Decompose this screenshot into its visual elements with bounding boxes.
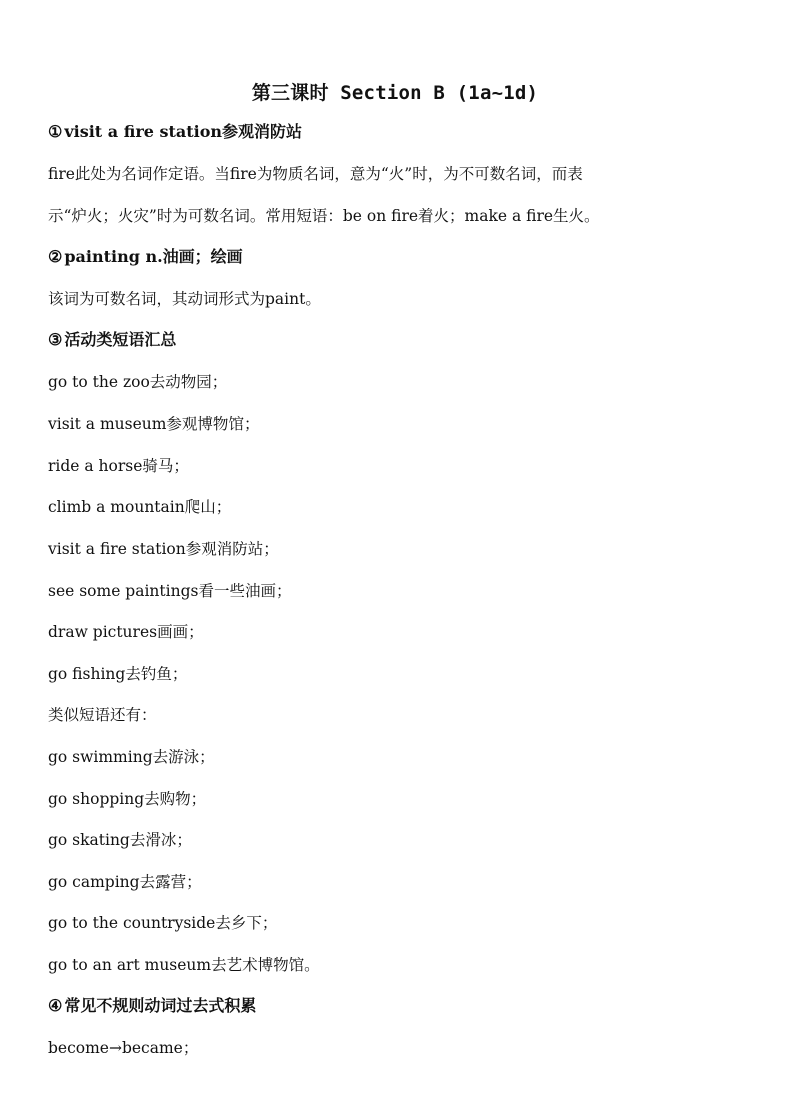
- section-1-number: ①: [48, 122, 63, 141]
- verb-item: become→became；: [48, 1039, 199, 1057]
- phrase-item: go to the countryside去乡下；: [48, 914, 278, 932]
- phrase-item: climb a mountain爬山；: [48, 498, 232, 516]
- phrase-item: go shopping去购物；: [48, 790, 207, 808]
- phrase-item: see some paintings看一些油画；: [48, 582, 292, 600]
- phrase-item: ride a horse骑马；: [48, 457, 189, 475]
- section-2-heading: [48, 246, 748, 268]
- section-2-para: 该词为可数名词，其动词形式为paint。: [48, 290, 321, 308]
- phrase-item: go to the zoo去动物园；: [48, 373, 228, 391]
- section-2-number: ②: [48, 247, 63, 266]
- section-1-para-line-1: fire此处为名词作定语。当fire为物质名词，意为“火”时，为不可数名词，而表: [48, 165, 583, 183]
- section-3-number: ③: [48, 330, 63, 349]
- phrase-item: visit a fire station参观消防站；: [48, 540, 279, 558]
- similar-phrases-label: 类似短语还有：: [48, 706, 157, 724]
- section-4-heading: [48, 995, 748, 1017]
- section-4-title: 常见不规则动词过去式积累: [64, 996, 257, 1015]
- section-1-heading: [48, 121, 748, 143]
- section-3-title: 活动类短语汇总: [64, 330, 177, 349]
- phrase-item: go camping去露营；: [48, 873, 202, 891]
- section-1-para-line-2: 示“炉火；火灾”时为可数名词。常用短语：be on fire着火；make a fire生火。: [48, 207, 600, 225]
- phrase-item: go swimming去游泳；: [48, 748, 215, 766]
- section-3-heading: [48, 329, 748, 351]
- section-2-title: painting n.油画；绘画: [64, 247, 243, 266]
- section-1-title: visit a fire station参观消防站: [64, 122, 303, 141]
- phrase-item: go skating去滑冰；: [48, 831, 192, 849]
- section-4-number: ④: [48, 996, 63, 1015]
- phrase-item: go to an art museum去艺术博物馆。: [48, 956, 320, 974]
- page-title: 第三课时 Section B (1a~1d): [251, 82, 539, 104]
- phrase-item: go fishing去钓鱼；: [48, 665, 188, 683]
- phrase-item: draw pictures画画；: [48, 623, 204, 641]
- phrase-item: visit a museum参观博物馆；: [48, 415, 260, 433]
